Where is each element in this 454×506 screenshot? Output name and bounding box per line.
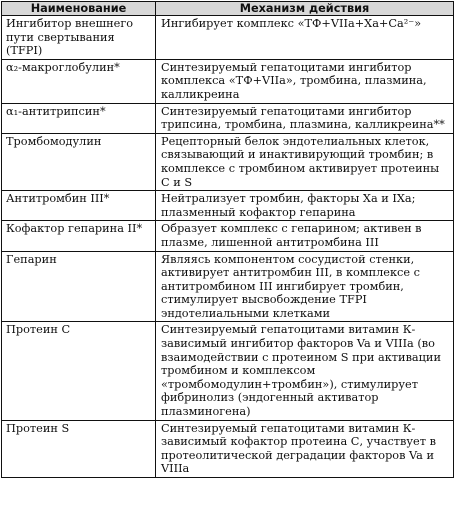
column-header-name: Наименование	[2, 2, 156, 16]
mechanism-text: Синтезируемый гепатоцитами ингибитор комплекса «ТФ+VIIа», тромбина, плазмина, калликреина	[156, 59, 454, 103]
substance-name: α₂-макроглобулин*	[2, 59, 156, 103]
mechanism-text: Синтезируемый гепатоцитами витамин К-зависимый ингибитор факторов Va и VIIIa (во взаимодействии с протеином S при активации тромбином и комплексом «тромбомодулин+тромбин»), стимулирует фибринолиз (эндогенный активатор плазминогена)	[156, 322, 454, 420]
substance-name: Гепарин	[2, 251, 156, 322]
table-row	[2, 251, 454, 322]
table-row	[2, 322, 454, 420]
table-row	[2, 16, 454, 60]
column-header-mechanism: Механизм действия	[156, 2, 454, 16]
header-row	[2, 2, 454, 16]
substance-name: Кофактор гепарина II*	[2, 221, 156, 251]
table-row	[2, 103, 454, 133]
mechanism-text: Являясь компонентом сосудистой стенки, активирует антитромбин III, в комплексе с антитромбином III ингибирует тромбин, стимулирует высвобождение TFPI эндотелиальными клетками	[156, 251, 454, 322]
mechanism-text: Рецепторный белок эндотелиальных клеток, связывающий и инактивирующий тромбин; в комплексе с тромбином активирует протеины С и S	[156, 133, 454, 190]
mechanism-text: Синтезируемый гепатоцитами ингибитор трипсина, тромбина, плазмина, калликреина**	[156, 103, 454, 133]
table-row	[2, 191, 454, 221]
mechanism-text: Ингибирует комплекс «ТФ+VIIа+Ха+Са²⁻»	[156, 16, 454, 60]
mechanism-text: Образует комплекс с гепарином; активен в плазме, лишенной антитромбина III	[156, 221, 454, 251]
table-row	[2, 133, 454, 190]
table-row	[2, 420, 454, 477]
substance-name: Протеин S	[2, 420, 156, 477]
mechanism-text: Синтезируемый гепатоцитами витамин К-зависимый кофактор протеина С, участвует в протеолитической деградации факторов Va и VIIIa	[156, 420, 454, 477]
substance-name: Тромбомодулин	[2, 133, 156, 190]
substance-name: Протеин С	[2, 322, 156, 420]
substance-name: α₁-антитрипсин*	[2, 103, 156, 133]
table-row	[2, 221, 454, 251]
substance-name: Антитромбин III*	[2, 191, 156, 221]
anticoagulants-table	[1, 1, 454, 478]
mechanism-text: Нейтрализует тромбин, факторы Ха и IXa; плазменный кофактор гепарина	[156, 191, 454, 221]
substance-name: Ингибитор внешнего пути свертывания (TFPI)	[2, 16, 156, 60]
table-row	[2, 59, 454, 103]
